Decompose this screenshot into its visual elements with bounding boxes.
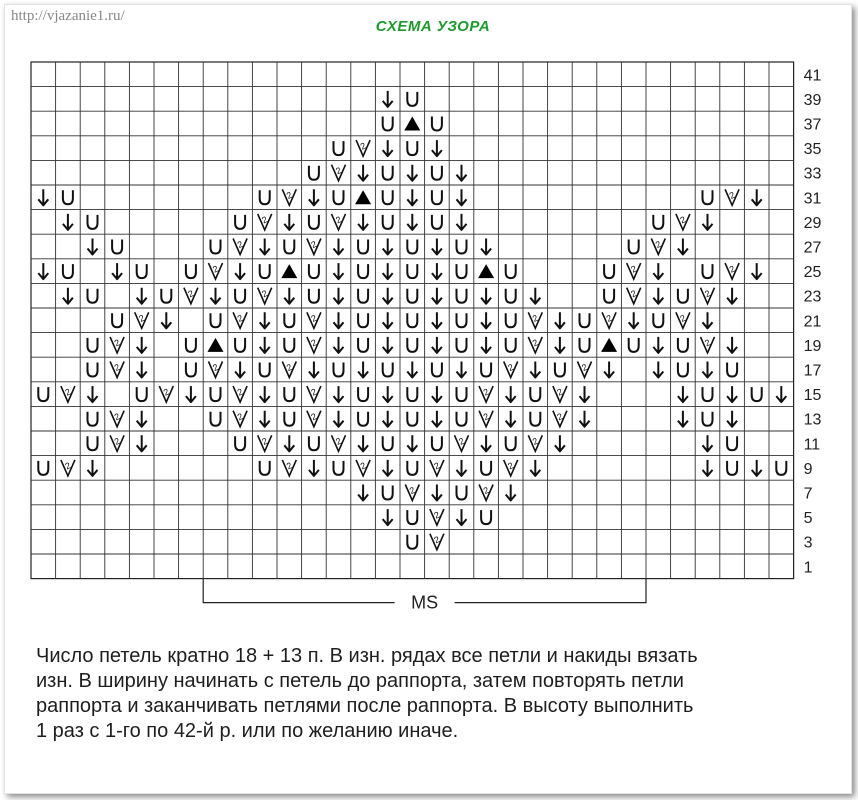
decrease-2-digit: 2	[727, 263, 737, 275]
decrease-2-digit: 2	[161, 386, 171, 398]
row-label: 23	[803, 288, 822, 306]
decrease-2-digit: 2	[112, 337, 122, 349]
decrease-2-digit: 2	[653, 238, 663, 251]
decrease-2-digit: 2	[211, 361, 220, 374]
row-label: 17	[803, 362, 822, 380]
row-label: 39	[803, 91, 822, 109]
decrease-2-digit: 2	[186, 288, 196, 300]
row-label: 37	[803, 116, 822, 134]
decrease-2-digit: 2	[358, 460, 368, 472]
decrease-2-digit: 2	[63, 386, 73, 398]
row-label: 31	[803, 190, 822, 208]
decrease-2-digit: 2	[235, 411, 245, 423]
decrease-2-digit: 2	[555, 411, 565, 423]
row-label: 35	[803, 141, 822, 159]
decrease-2-digit: 2	[629, 263, 639, 275]
site-url[interactable]: http://vjazanie1.ru/	[11, 8, 125, 24]
row-label: 5	[803, 510, 813, 528]
decrease-2-digit: 2	[112, 435, 122, 447]
decrease-2-digit: 2	[530, 337, 540, 349]
row-label: 25	[803, 264, 822, 282]
row-label: 41	[803, 67, 822, 85]
decrease-2-digit: 2	[530, 435, 540, 447]
pattern-description	[36, 644, 836, 744]
decrease-2-digit: 2	[284, 361, 294, 374]
decrease-2-digit: 2	[432, 460, 442, 472]
decrease-2-digit: 2	[703, 337, 712, 349]
row-label: 13	[803, 411, 822, 429]
decrease-2-digit: 2	[260, 435, 270, 447]
decrease-2-digit: 2	[555, 386, 565, 398]
decrease-2-digit: 2	[678, 312, 688, 324]
row-label: 27	[803, 239, 822, 257]
decrease-2-digit: 2	[284, 189, 294, 201]
decrease-2-digit: 2	[678, 214, 688, 226]
row-label: 9	[803, 460, 813, 478]
decrease-2-digit: 2	[260, 288, 270, 300]
decrease-2-digit: 2	[309, 312, 319, 324]
decrease-2-digit: 2	[309, 411, 319, 423]
decrease-2-digit: 2	[112, 361, 122, 374]
decrease-2-digit: 2	[63, 460, 73, 472]
decrease-2-digit: 2	[260, 214, 270, 226]
decrease-2-digit: 2	[334, 165, 343, 177]
description-line: изн. В ширину начинать с петель до раппорта, затем повторять петли	[36, 670, 684, 692]
decrease-2-digit: 2	[235, 238, 245, 251]
repeat-label: MS	[411, 592, 439, 613]
decrease-2-digit: 2	[580, 361, 589, 374]
decrease-2-digit: 2	[309, 386, 319, 398]
description-line: Число петель кратно 18 + 13 п. В изн. рядах все петли и накиды вязать	[36, 645, 698, 667]
decrease-2-digit: 2	[604, 312, 614, 324]
decrease-2-digit: 2	[703, 288, 712, 300]
description-line: раппорта и заканчивать петлями после раппорта. В высоту выполнить	[36, 695, 694, 717]
row-label: 19	[803, 337, 822, 355]
decrease-2-digit: 2	[481, 386, 491, 398]
decrease-2-digit: 2	[137, 312, 147, 324]
decrease-2-digit: 2	[309, 337, 319, 349]
decrease-2-digit: 2	[358, 140, 368, 152]
decrease-2-digit: 2	[407, 484, 417, 497]
decrease-2-digit: 2	[432, 534, 442, 546]
decrease-2-digit: 2	[284, 460, 294, 472]
decrease-2-digit: 2	[235, 386, 245, 398]
decrease-2-digit: 2	[530, 312, 540, 324]
row-label: 15	[803, 387, 822, 405]
decrease-2-digit: 2	[211, 263, 220, 275]
decrease-2-digit: 2	[506, 460, 516, 472]
row-label: 33	[803, 165, 822, 183]
decrease-2-digit: 2	[457, 435, 466, 447]
decrease-2-digit: 2	[334, 435, 343, 447]
decrease-2-digit: 2	[235, 312, 245, 324]
decrease-2-digit: 2	[334, 214, 343, 226]
decrease-2-digit: 2	[432, 509, 442, 521]
decrease-2-digit: 2	[629, 288, 639, 300]
row-label: 7	[803, 485, 813, 503]
row-label: 21	[803, 313, 822, 331]
description-line: 1 раз с 1-го по 42-й р. или по желанию иначе.	[36, 720, 459, 742]
row-label: 11	[803, 436, 821, 454]
decrease-2-digit: 2	[481, 411, 491, 423]
row-label: 1	[803, 559, 813, 577]
decrease-2-digit: 2	[506, 361, 516, 374]
decrease-2-digit: 2	[309, 238, 319, 251]
decrease-2-digit: 2	[112, 411, 122, 423]
row-label: 3	[803, 534, 813, 552]
decrease-2-digit: 2	[727, 189, 737, 201]
row-label: 29	[803, 214, 822, 232]
page-title: СХЕМА УЗОРА	[375, 18, 491, 35]
decrease-2-digit: 2	[481, 484, 491, 497]
